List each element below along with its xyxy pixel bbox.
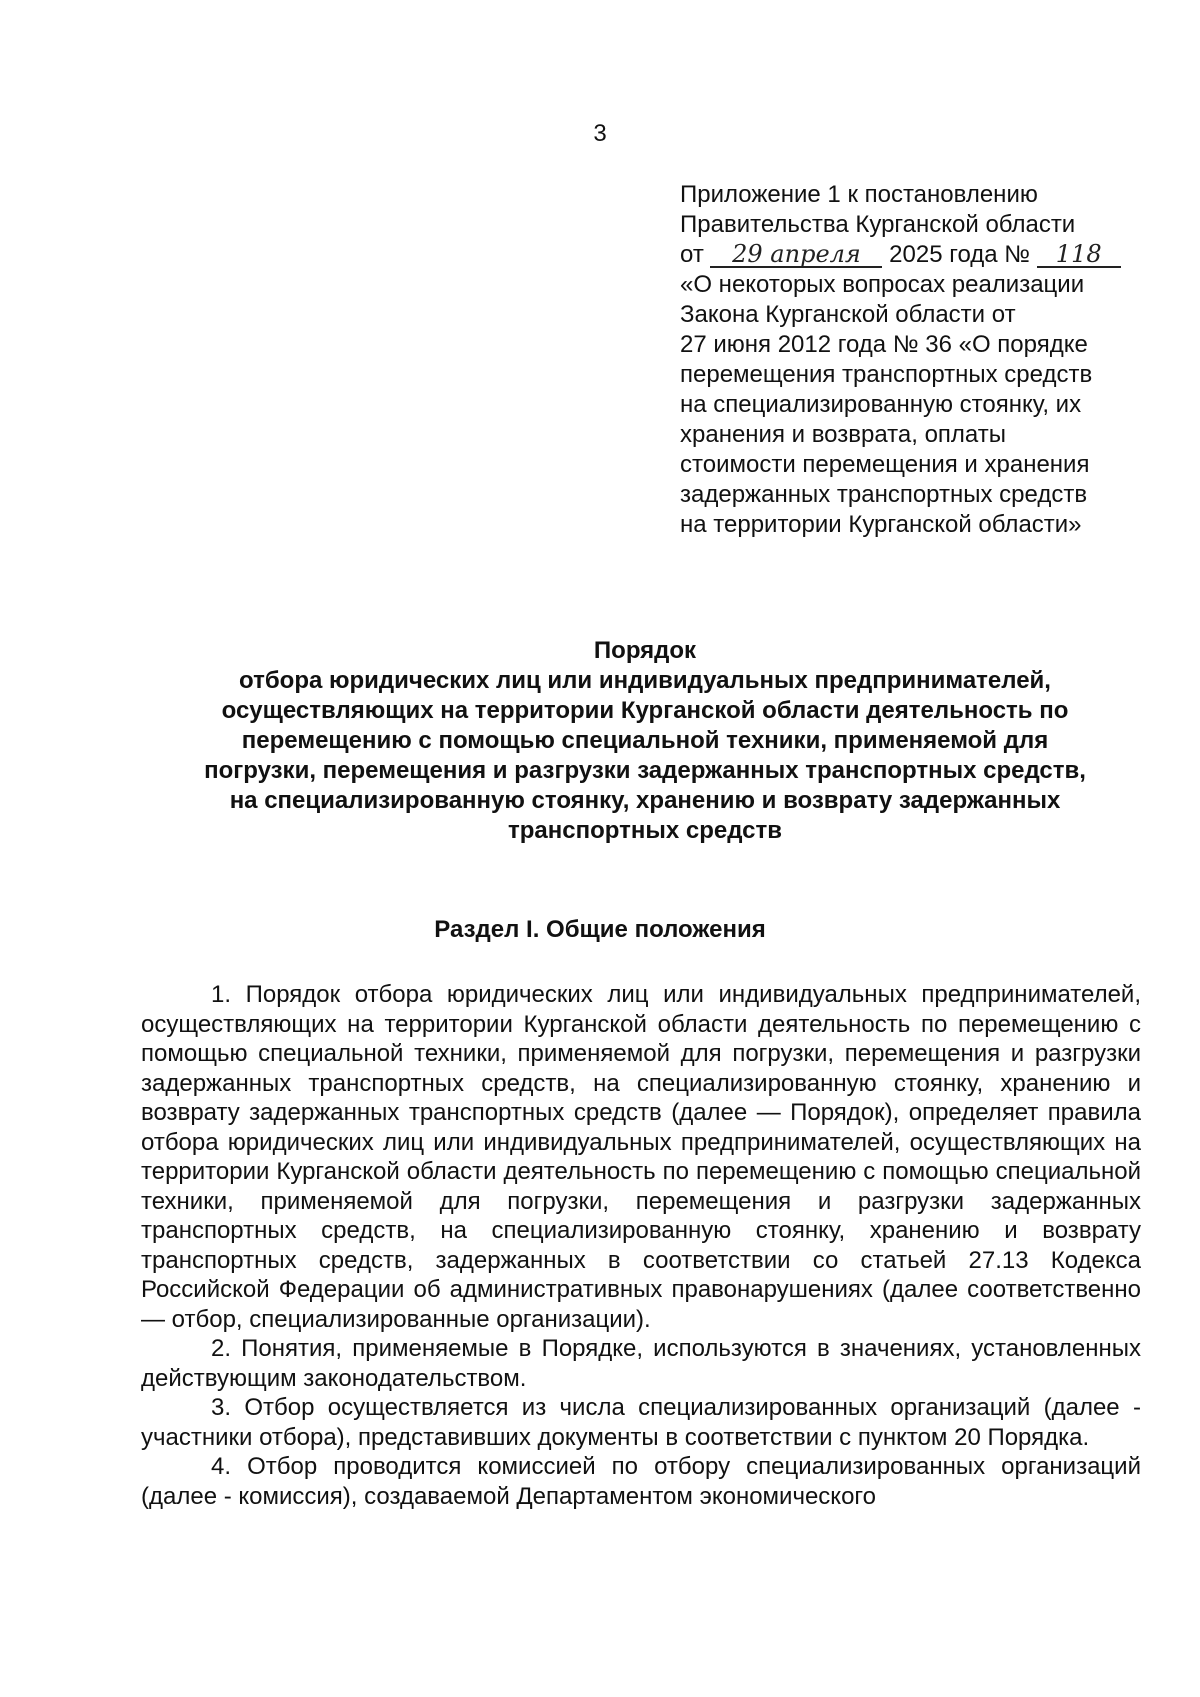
appendix-line: Приложение 1 к постановлению — [680, 181, 1038, 208]
document-title — [145, 636, 1145, 846]
appendix-line: на специализированную стоянку, их — [680, 391, 1082, 418]
appendix-line: 27 июня 2012 года № 36 «О порядке — [680, 331, 1088, 358]
appendix-date-line — [680, 240, 1150, 270]
handwritten-date: 29 апреля — [710, 242, 882, 268]
appendix-line: на территории Курганской области» — [680, 511, 1082, 538]
paragraph: 2. Понятия, применяемые в Порядке, используются в значениях, установленных действующим законодательством. — [141, 1335, 1141, 1392]
section-title: Раздел I. Общие положения — [434, 916, 766, 943]
appendix-line: перемещения транспортных средств — [680, 361, 1093, 388]
title-heading: Порядок — [593, 637, 697, 664]
title-line: отбора юридических лиц или индивидуальных предпринимателей, — [239, 667, 1051, 694]
appendix-line: Закона Курганской области от — [680, 301, 1016, 328]
appendix-block — [680, 180, 1150, 540]
paragraph: 1. Порядок отбора юридических лиц или индивидуальных предпринимателей, осуществляющих на территории Курганской области деятельность по перемещению с помощью специальной техники, применяемой для погрузки, перемещения и разгрузки задержанных транспортных средств, на специализированную стоянку, хранению и возврату задержанных транспортных средств (далее — Порядок), определяет правила отбора юридических лиц или индивидуальных предпринимателей, осуществляющих на территории Курганской области деятельность по перемещению с помощью специальной техники, применяемой для погрузки, перемещения и разгрузки задержанных транспортных средств, на специализированную стоянку, хранению и возврату транспортных средств, задержанных в соответствии со статьей 27.13 Кодекса Российской Федерации об административных правонарушениях (далее соответственно — отбор, специализированные организации). — [141, 981, 1141, 1333]
appendix-line: «О некоторых вопросах реализации — [680, 271, 1085, 298]
title-line: на специализированную стоянку, хранению и возврату задержанных — [229, 787, 1061, 814]
handwritten-number: 118 — [1037, 242, 1121, 268]
date-prefix: от — [680, 241, 704, 268]
appendix-line: Правительства Курганской области — [680, 211, 1076, 238]
title-line: транспортных средств — [508, 817, 782, 844]
appendix-line: стоимости перемещения и хранения — [680, 451, 1090, 478]
body-text — [141, 980, 1141, 1511]
page-number: 3 — [593, 120, 607, 147]
paragraph: 3. Отбор осуществляется из числа специализированных организаций (далее - участники отбора), представивших документы в соответствии с пунктом 20 Порядка. — [141, 1394, 1141, 1451]
paragraph: 4. Отбор проводится комиссией по отбору специализированных организаций (далее - комиссия), создаваемой Департаментом экономического — [141, 1453, 1141, 1510]
appendix-line: задержанных транспортных средств — [680, 481, 1088, 508]
title-line: осуществляющих на территории Курганской области деятельность по — [221, 697, 1069, 724]
title-line: перемещению с помощью специальной техники, применяемой для — [241, 727, 1049, 754]
appendix-line: хранения и возврата, оплаты — [680, 421, 1006, 448]
year-text: 2025 года № — [889, 241, 1031, 268]
title-line: погрузки, перемещения и разгрузки задержанных транспортных средств, — [204, 757, 1086, 784]
